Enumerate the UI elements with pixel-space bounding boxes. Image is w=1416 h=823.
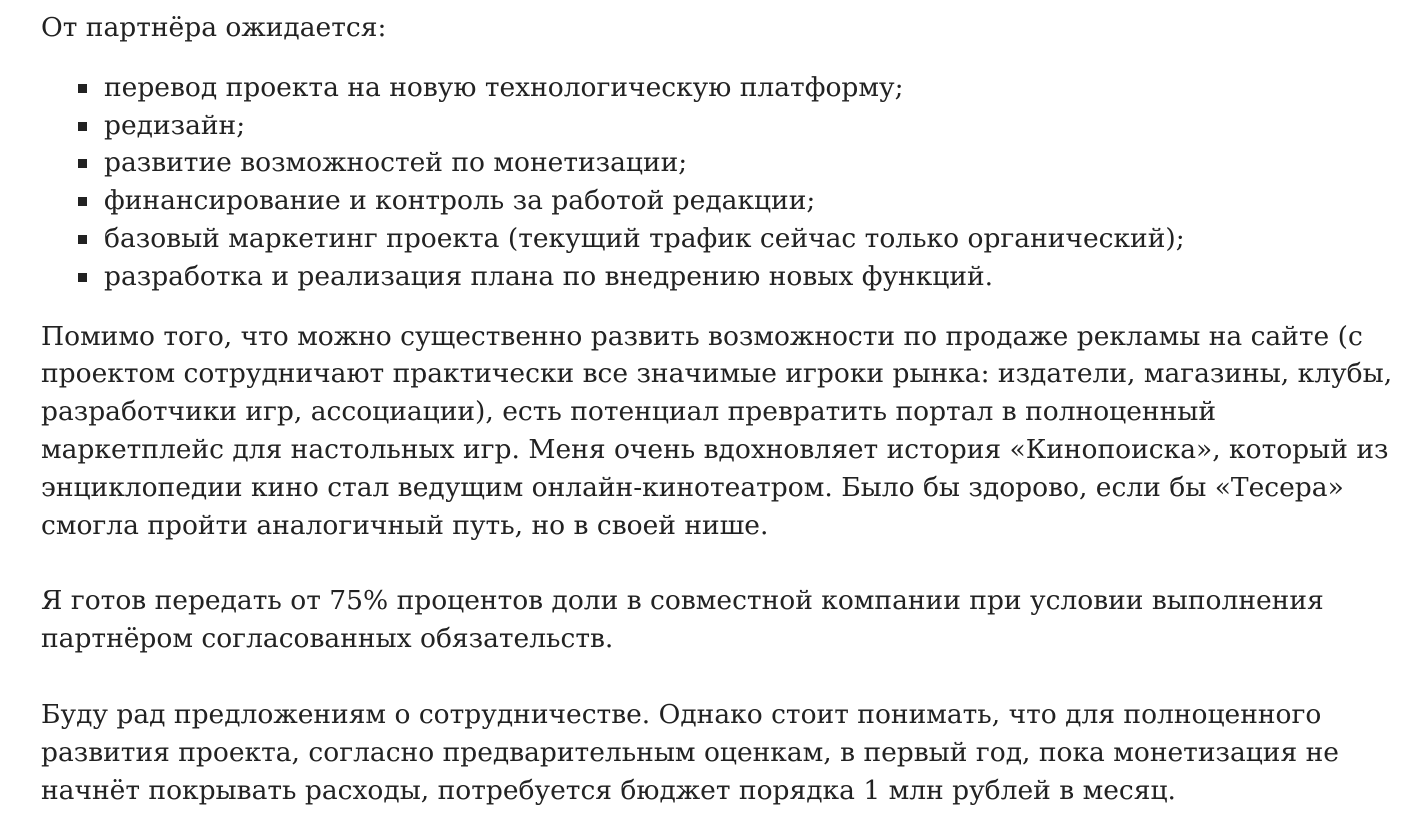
bullet-square-icon [78, 84, 87, 93]
list-item-text: редизайн; [104, 109, 246, 141]
list-item-text: перевод проекта на новую технологическую платформу; [104, 71, 904, 103]
bullet-square-icon [78, 273, 87, 282]
list-item [41, 220, 1401, 258]
bullet-square-icon [78, 235, 87, 244]
paragraph-budget: Буду рад предложениям о сотрудничестве. Однако стоит понимать, что для полноценного развития проекта, согласно предварительным оценкам, в первый год, пока монетизация не начнёт покрывать расходы, потребуется бюджет порядка 1 млн рублей в месяц. [41, 698, 1339, 806]
list-item-text: развитие возможностей по монетизации; [104, 147, 688, 179]
list-item [41, 69, 1401, 107]
article-body [41, 9, 1401, 809]
bullet-square-icon [78, 197, 87, 206]
expectations-list [41, 69, 1401, 296]
paragraph-share-offer: Я готов передать от 75% процентов доли в совместной компании при условии выполнения партнёром согласованных обязательств. [41, 585, 1324, 655]
list-item [41, 144, 1401, 182]
bullet-square-icon [78, 122, 87, 131]
bullet-square-icon [78, 159, 87, 168]
list-item-text: разработка и реализация плана по внедрению новых функций. [104, 260, 994, 292]
list-item-text: финансирование и контроль за работой редакции; [104, 185, 816, 217]
list-item [41, 182, 1401, 220]
paragraph-marketplace: Помимо того, что можно существенно развить возможности по продаже рекламы на сайте (с проектом сотрудничают практически все значимые игроки рынка: издатели, магазины, клубы, разработчики игр, ассоциации), есть потенциал превратить портал в полноценный маркетплейс для настольных игр. Меня очень вдохновляет история «Кинопоиска», который из энциклопедии кино стал ведущим онлайн-кинотеатром. Было бы здорово, если бы «Тесера» смогла пройти аналогичный путь, но в своей нише. [41, 320, 1393, 541]
intro-text: От партнёра ожидается: [41, 12, 387, 43]
list-item-text: базовый маркетинг проекта (текущий трафик сейчас только органический); [104, 222, 1185, 254]
list-item [41, 107, 1401, 145]
list-item [41, 258, 1401, 296]
